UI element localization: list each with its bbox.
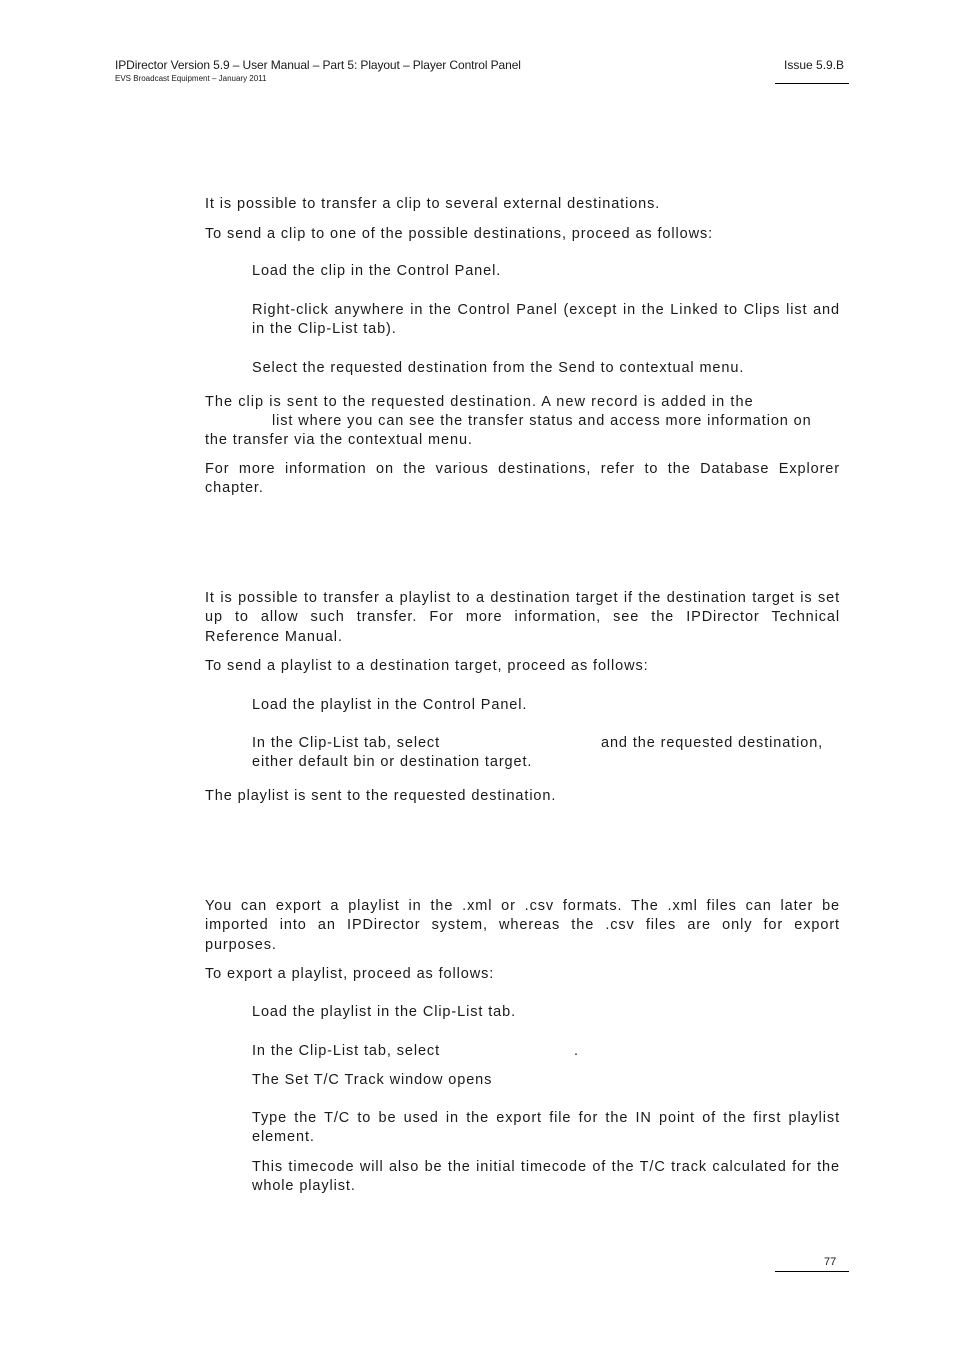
section2-step2-part3: either default bin or destination target. <box>252 754 533 770</box>
section2-step1: Load the playlist in the Control Panel. <box>252 697 528 713</box>
section3-step2-part1: In the Clip-List tab, select <box>252 1043 440 1059</box>
section1-result-line2: list where you can see the transfer status and access more information on <box>272 413 812 429</box>
section1-result-line3: the transfer via the contextual menu. <box>205 432 473 448</box>
header-title: IPDirector Version 5.9 – User Manual – Part 5: Playout – Player Control Panel <box>115 58 521 72</box>
section2-result: The playlist is sent to the requested destination. <box>205 788 557 804</box>
footer-rule <box>775 1271 849 1272</box>
header-rule <box>775 83 849 84</box>
header-subtitle: EVS Broadcast Equipment – January 2011 <box>115 74 267 83</box>
section3-proceed: To export a playlist, proceed as follows: <box>205 966 495 982</box>
section3-intro: You can export a playlist in the .xml or .csv formats. The .xml files can later be imported into an IPDirector system, whereas the .csv files are only for export purposes. <box>205 898 840 953</box>
section3-step2-part2: . <box>574 1043 579 1059</box>
section1-step3: Select the requested destination from the Send to contextual menu. <box>252 360 745 376</box>
section1-result-line1: The clip is sent to the requested destination. A new record is added in the <box>205 394 754 410</box>
section2-step2-part2: and the requested destination, <box>601 735 824 751</box>
section1-proceed: To send a clip to one of the possible destinations, proceed as follows: <box>205 226 714 242</box>
header-issue: Issue 5.9.B <box>784 58 845 72</box>
section2-step2-part1: In the Clip-List tab, select <box>252 735 440 751</box>
section3-step2-note: The Set T/C Track window opens <box>252 1072 493 1088</box>
section2-proceed: To send a playlist to a destination target, proceed as follows: <box>205 658 649 674</box>
page-number: 77 <box>824 1256 837 1268</box>
section1-step2: Right-click anywhere in the Control Panel (except in the Linked to Clips list and in the Clip-List tab). <box>252 302 840 338</box>
section3-step3: Type the T/C to be used in the export file for the IN point of the first playlist element. <box>252 1110 840 1146</box>
section3-step3-note: This timecode will also be the initial timecode of the T/C track calculated for the whole playlist. <box>252 1159 840 1195</box>
section2-intro: It is possible to transfer a playlist to a destination target if the destination target is set up to allow such transfer. For more information, see the IPDirector Technical Reference Manual. <box>205 590 840 645</box>
section3-step1: Load the playlist in the Clip-List tab. <box>252 1004 517 1020</box>
section1-intro: It is possible to transfer a clip to several external destinations. <box>205 196 661 212</box>
section1-more-info: For more information on the various destinations, refer to the Database Explorer chapter. <box>205 461 840 497</box>
section1-step1: Load the clip in the Control Panel. <box>252 263 502 279</box>
